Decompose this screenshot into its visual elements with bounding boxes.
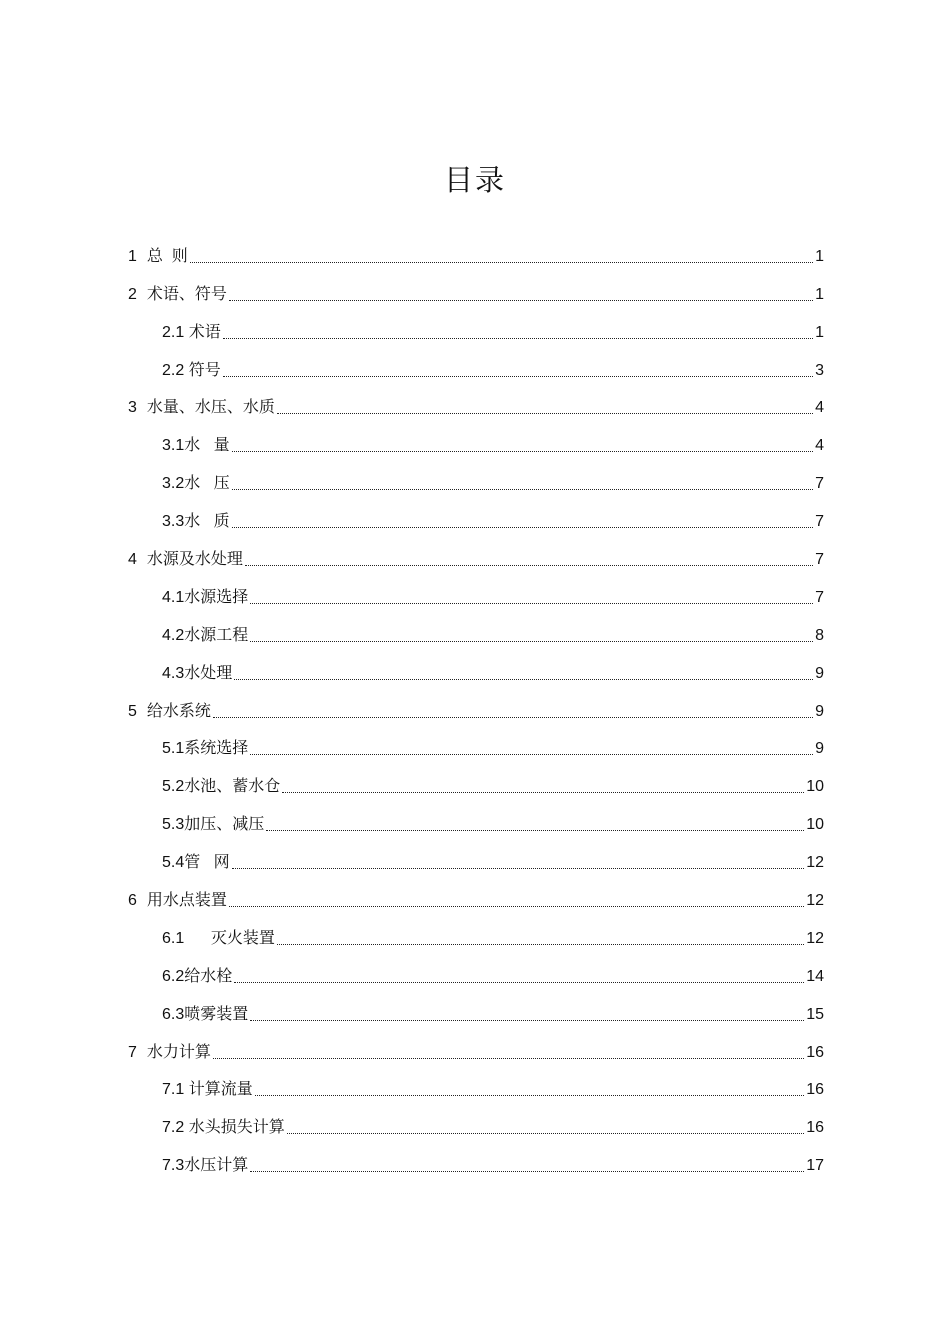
toc-dot-leader bbox=[232, 451, 814, 452]
toc-entry[interactable] bbox=[128, 390, 824, 428]
toc-dot-leader bbox=[234, 982, 804, 983]
toc-entry-page-number: 8 bbox=[815, 626, 824, 644]
toc-entry-title: 水压计算 bbox=[184, 1157, 249, 1175]
toc-entry-title: 水 量 bbox=[184, 437, 230, 455]
toc-entry-number: 2.1 bbox=[162, 323, 185, 341]
toc-entry-number: 7.3 bbox=[162, 1157, 185, 1175]
toc-entry-number: 4.3 bbox=[162, 664, 185, 682]
toc-entry-number: 3.2 bbox=[162, 475, 185, 493]
toc-entry-title: 用水点装置 bbox=[146, 892, 227, 910]
toc-entry-page-number: 4 bbox=[815, 399, 824, 417]
toc-entry-title: 水池、蓄水仓 bbox=[184, 778, 281, 796]
toc-dot-leader bbox=[232, 527, 814, 528]
toc-entry[interactable] bbox=[128, 996, 824, 1034]
toc-entry-title: 灭火装置 bbox=[184, 929, 275, 947]
toc-entry[interactable] bbox=[128, 1147, 824, 1185]
toc-entry-number: 6.3 bbox=[162, 1005, 185, 1023]
toc-entry[interactable] bbox=[128, 958, 824, 996]
toc-entry[interactable] bbox=[128, 314, 824, 352]
toc-dot-leader bbox=[213, 1058, 804, 1059]
toc-entry-page-number: 16 bbox=[806, 1081, 824, 1099]
toc-entry-page-number: 7 bbox=[815, 588, 824, 606]
toc-entry[interactable] bbox=[128, 276, 824, 314]
toc-dot-leader bbox=[232, 868, 805, 869]
toc-entry-number: 1 bbox=[128, 247, 137, 265]
toc-entry[interactable] bbox=[128, 617, 824, 655]
toc-entry-page-number: 16 bbox=[806, 1043, 824, 1061]
toc-entry-title: 水量、水压、水质 bbox=[146, 399, 275, 417]
toc-entry-number: 7.2 bbox=[162, 1119, 185, 1137]
toc-entry-title: 水处理 bbox=[184, 664, 233, 682]
toc-entry-page-number: 16 bbox=[806, 1119, 824, 1137]
toc-entry[interactable] bbox=[128, 768, 824, 806]
toc-entry-page-number: 12 bbox=[806, 929, 824, 947]
toc-dot-leader bbox=[213, 717, 813, 718]
toc-entry-page-number: 3 bbox=[815, 361, 824, 379]
toc-entry-number: 5.1 bbox=[162, 740, 185, 758]
toc-entry-page-number: 7 bbox=[815, 475, 824, 493]
toc-entry-page-number: 12 bbox=[806, 854, 824, 872]
toc-entry-number: 3 bbox=[128, 399, 137, 417]
toc-dot-leader bbox=[287, 1133, 805, 1134]
toc-entry-page-number: 7 bbox=[815, 551, 824, 569]
toc-entry[interactable] bbox=[128, 920, 824, 958]
toc-entry[interactable] bbox=[128, 806, 824, 844]
toc-dot-leader bbox=[277, 413, 813, 414]
toc-entry-title: 术语、符号 bbox=[146, 285, 227, 303]
toc-entry[interactable] bbox=[128, 844, 824, 882]
toc-entry[interactable] bbox=[128, 1034, 824, 1072]
toc-dot-leader bbox=[277, 944, 804, 945]
toc-entry[interactable] bbox=[128, 882, 824, 920]
toc-entry-number: 6.1 bbox=[162, 929, 185, 947]
toc-entry-title: 水头损失计算 bbox=[184, 1119, 285, 1137]
toc-entry-title: 符号 bbox=[184, 361, 221, 379]
toc-entry-title: 系统选择 bbox=[184, 740, 249, 758]
toc-entry-number: 6 bbox=[128, 892, 137, 910]
toc-entry[interactable] bbox=[128, 731, 824, 769]
toc-entry-page-number: 9 bbox=[815, 740, 824, 758]
toc-entry-number: 7 bbox=[128, 1043, 137, 1061]
toc-entry-number: 5.3 bbox=[162, 816, 185, 834]
toc-entry-number: 5.2 bbox=[162, 778, 185, 796]
toc-dot-leader bbox=[190, 262, 813, 263]
toc-entry-page-number: 10 bbox=[806, 816, 824, 834]
toc-entry-number: 4.2 bbox=[162, 626, 185, 644]
toc-entry[interactable] bbox=[128, 579, 824, 617]
toc-entry-page-number: 17 bbox=[806, 1157, 824, 1175]
toc-entry-number: 3.3 bbox=[162, 513, 185, 531]
toc-entry-number: 4 bbox=[128, 551, 137, 569]
toc-entry[interactable] bbox=[128, 541, 824, 579]
toc-entry[interactable] bbox=[128, 1072, 824, 1110]
toc-entry-page-number: 9 bbox=[815, 664, 824, 682]
toc-dot-leader bbox=[266, 830, 804, 831]
toc-entry-title: 喷雾装置 bbox=[184, 1005, 249, 1023]
toc-dot-leader bbox=[282, 792, 804, 793]
toc-entry-number: 2.2 bbox=[162, 361, 185, 379]
toc-entry-number: 6.2 bbox=[162, 967, 185, 985]
toc-entry-number: 3.1 bbox=[162, 437, 185, 455]
toc-entry-number: 7.1 bbox=[162, 1081, 185, 1099]
toc-entry-page-number: 9 bbox=[815, 702, 824, 720]
toc-entry-page-number: 7 bbox=[815, 513, 824, 531]
toc-entry-page-number: 4 bbox=[815, 437, 824, 455]
toc-dot-leader bbox=[229, 300, 813, 301]
toc-entry-page-number: 14 bbox=[806, 967, 824, 985]
toc-entry[interactable] bbox=[128, 655, 824, 693]
toc-entry-title: 水源及水处理 bbox=[146, 551, 243, 569]
toc-entry-title: 水 质 bbox=[184, 513, 230, 531]
toc-entry[interactable] bbox=[128, 352, 824, 390]
toc-entry-number: 4.1 bbox=[162, 588, 185, 606]
toc-dot-leader bbox=[250, 1020, 804, 1021]
toc-entry-title: 管 网 bbox=[184, 854, 230, 872]
toc-dot-leader bbox=[250, 603, 813, 604]
toc-entry-title: 加压、减压 bbox=[184, 816, 265, 834]
toc-dot-leader bbox=[250, 641, 813, 642]
toc-entry-title: 水源工程 bbox=[184, 626, 249, 644]
toc-entry-number: 2 bbox=[128, 285, 137, 303]
toc-entry-title: 术语 bbox=[184, 323, 221, 341]
toc-entry-title: 总 则 bbox=[146, 247, 188, 265]
toc-dot-leader bbox=[234, 679, 813, 680]
toc-dot-leader bbox=[223, 376, 813, 377]
toc-entry-title: 水 压 bbox=[184, 475, 230, 493]
toc-entry-page-number: 1 bbox=[815, 247, 824, 265]
toc-entry[interactable] bbox=[128, 427, 824, 465]
toc-entry-page-number: 12 bbox=[806, 892, 824, 910]
toc-dot-leader bbox=[223, 338, 813, 339]
toc-entry-number: 5.4 bbox=[162, 854, 185, 872]
toc-dot-leader bbox=[250, 1171, 804, 1172]
toc-entry[interactable] bbox=[128, 503, 824, 541]
toc-dot-leader bbox=[255, 1095, 805, 1096]
toc-dot-leader bbox=[229, 906, 804, 907]
toc-entry-page-number: 1 bbox=[815, 323, 824, 341]
toc-dot-leader bbox=[245, 565, 813, 566]
toc-dot-leader bbox=[232, 489, 814, 490]
toc-entry-title: 给水栓 bbox=[184, 967, 233, 985]
toc-title: 目录 bbox=[443, 163, 506, 197]
toc-entry-page-number: 1 bbox=[815, 285, 824, 303]
toc-entry-number: 5 bbox=[128, 702, 137, 720]
toc-entry[interactable] bbox=[128, 465, 824, 503]
toc-dot-leader bbox=[250, 754, 813, 755]
toc-entry-title: 水源选择 bbox=[184, 588, 249, 606]
toc-entry-title: 水力计算 bbox=[146, 1043, 211, 1061]
toc-entry[interactable] bbox=[128, 1109, 824, 1147]
toc-entry-title: 给水系统 bbox=[146, 702, 211, 720]
table-of-contents bbox=[128, 238, 824, 1185]
toc-entry-page-number: 15 bbox=[806, 1005, 824, 1023]
toc-entry-title: 计算流量 bbox=[184, 1081, 253, 1099]
toc-entry[interactable] bbox=[128, 238, 824, 276]
toc-entry[interactable] bbox=[128, 693, 824, 731]
toc-entry-page-number: 10 bbox=[806, 778, 824, 796]
